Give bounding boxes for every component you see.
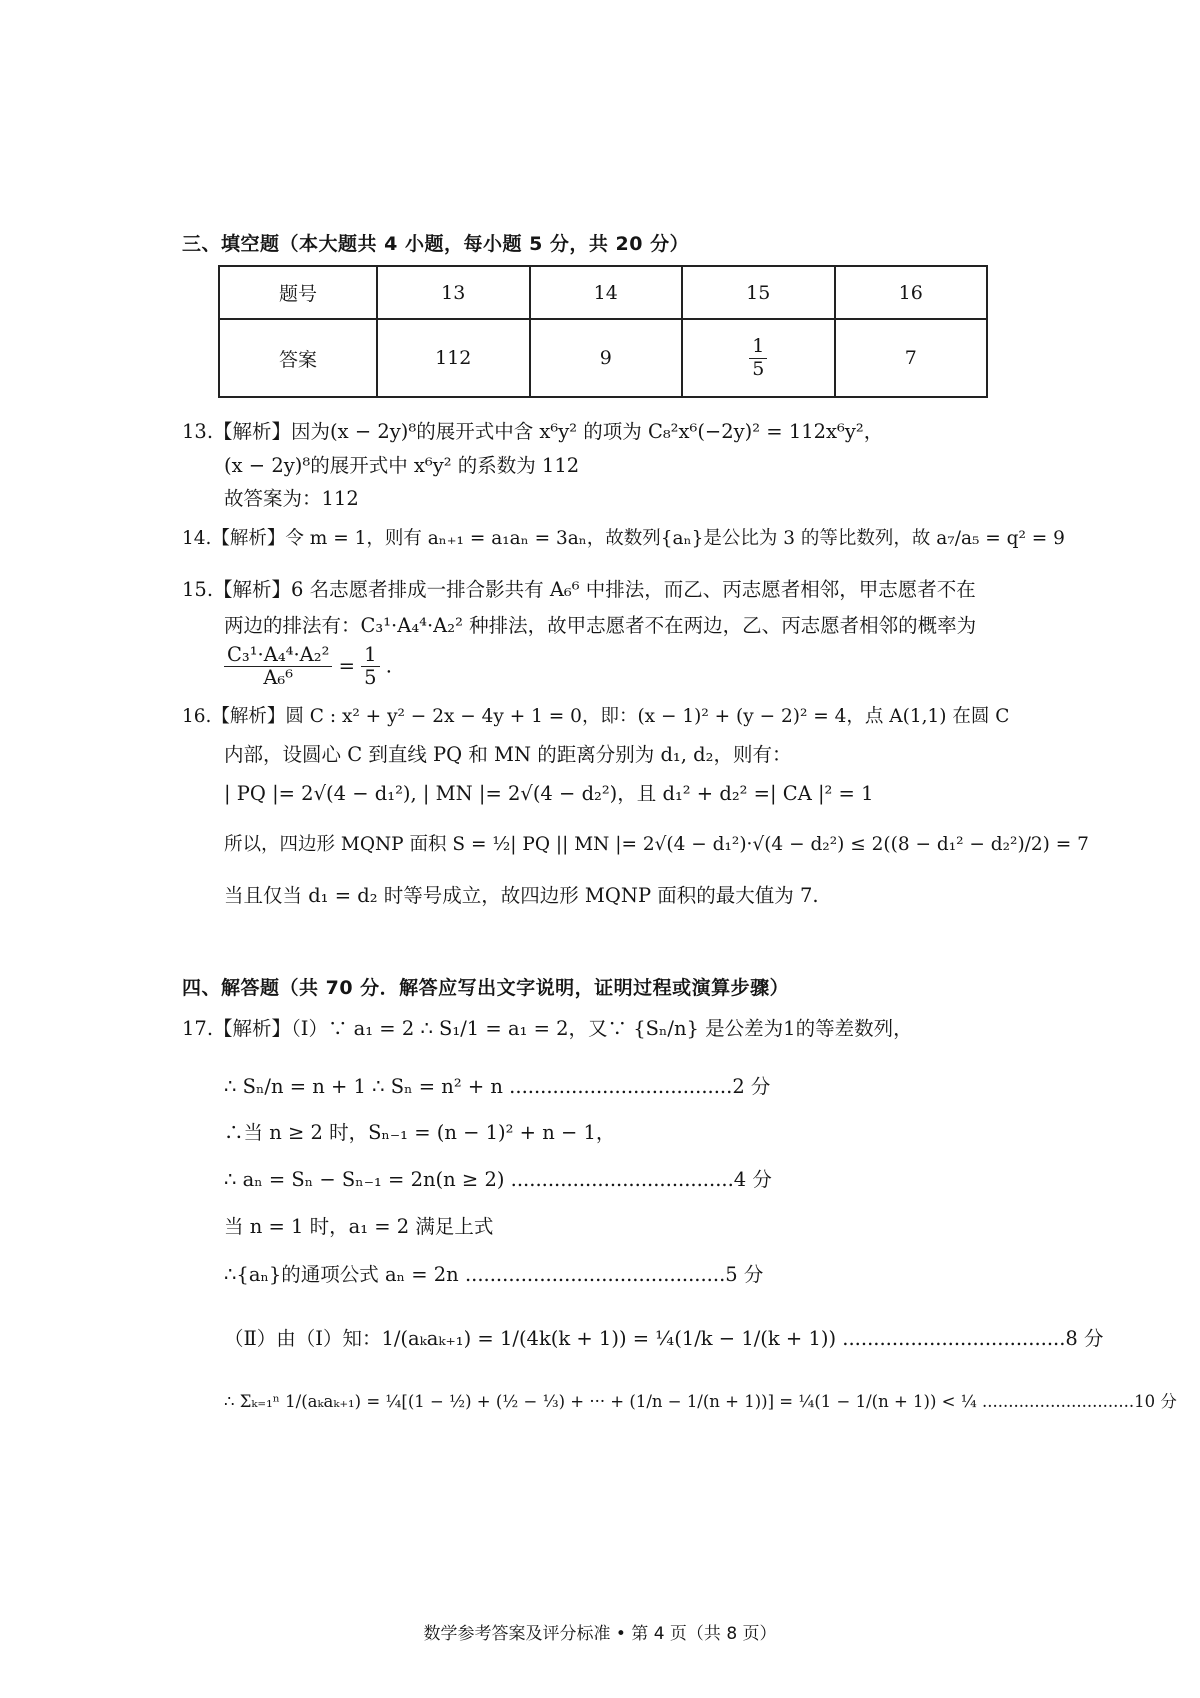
fraction xyxy=(224,644,332,690)
table-cell: 7 xyxy=(835,319,988,397)
table-cell: 13 xyxy=(377,266,530,319)
answer-table xyxy=(218,265,988,398)
section-3-heading: 三、填空题（本大题共 4 小题，每小题 5 分，共 20 分） xyxy=(182,233,690,255)
q13-line-1: 13.【解析】因为(x − 2y)⁸的展开式中含 x⁶y² 的项为 C₈²x⁶(−2y)² = 112x⁶y²， xyxy=(182,420,884,443)
fraction-numerator: C₃¹·A₄⁴·A₂² xyxy=(224,644,332,667)
fraction-numerator: 1 xyxy=(749,336,767,359)
q17-line-1: 17.【解析】（Ⅰ）∵ a₁ = 2 ∴ S₁/1 = a₁ = 2，又∵ {Sₙ/n} 是公差为1的等差数列， xyxy=(182,1017,913,1040)
fraction-denominator: 5 xyxy=(752,357,765,380)
q13-line-2: (x − 2y)⁸的展开式中 x⁶y² 的系数为 112 xyxy=(224,454,580,477)
table-cell: 9 xyxy=(530,319,683,397)
table-header-cell: 答案 xyxy=(219,319,377,397)
q16-line-2: 内部，设圆心 C 到直线 PQ 和 MN 的距离分别为 d₁, d₂，则有： xyxy=(224,743,792,766)
q14-line-1: 14.【解析】令 m = 1，则有 aₙ₊₁ = a₁aₙ = 3aₙ，故数列{aₙ}是公比为 3 的等比数列，故 a₇/a₅ = q² = 9 xyxy=(182,528,1065,549)
page-footer: 数学参考答案及评分标准 • 第 4 页（共 8 页） xyxy=(423,1624,777,1644)
fraction-denominator: 5 xyxy=(364,666,377,690)
q17-line-3: ∴当 n ≥ 2 时，Sₙ₋₁ = (n − 1)² + n − 1， xyxy=(224,1121,616,1144)
table-row xyxy=(219,266,987,319)
table-cell: 112 xyxy=(377,319,530,397)
table-header-cell: 题号 xyxy=(219,266,377,319)
q17-line-8: ∴ Σₖ₌₁ⁿ 1/(aₖaₖ₊₁) = ¼[(1 − ½) + (½ − ⅓) + ··· + (1/n − 1/(n + 1))] = ¼(1 − 1/(n + 1)) < ¼ .............................10 分 xyxy=(224,1392,1177,1411)
fraction xyxy=(361,644,379,690)
q16-line-3: | PQ |= 2√(4 − d₁²), | MN |= 2√(4 − d₂²)，且 d₁² + d₂² =| CA |² = 1 xyxy=(224,782,874,805)
q16-line-5: 当且仅当 d₁ = d₂ 时等号成立，故四边形 MQNP 面积的最大值为 7. xyxy=(224,884,819,907)
equals-sign: = xyxy=(338,654,355,678)
q15-line-1: 15.【解析】6 名志愿者排成一排合影共有 A₆⁶ 中排法，而乙、丙志愿者相邻，甲志愿者不在 xyxy=(182,578,976,601)
q15-line-2: 两边的排法有：C₃¹·A₄⁴·A₂² 种排法，故甲志愿者不在两边，乙、丙志愿者相邻的概率为 xyxy=(224,614,977,637)
q17-line-2: ∴ Sₙ/n = n + 1 ∴ Sₙ = n² + n ....................................2 分 xyxy=(224,1075,771,1098)
q16-line-1: 16.【解析】圆 C : x² + y² − 2x − 4y + 1 = 0，即：(x − 1)² + (y − 2)² = 4，点 A(1,1) 在圆 C xyxy=(182,706,1010,727)
period: . xyxy=(385,654,392,678)
q17-line-4: ∴ aₙ = Sₙ − Sₙ₋₁ = 2n(n ≥ 2) ....................................4 分 xyxy=(224,1168,772,1191)
fraction xyxy=(749,336,767,381)
table-row xyxy=(219,319,987,397)
section-4-heading: 四、解答题（共 70 分．解答应写出文字说明，证明过程或演算步骤） xyxy=(182,977,790,999)
q17-line-7: （Ⅱ）由（Ⅰ）知：1/(aₖaₖ₊₁) = 1/(4k(k + 1)) = ¼(1/k − 1/(k + 1)) ....................................8 分 xyxy=(224,1327,1104,1350)
q17-line-5: 当 n = 1 时，a₁ = 2 满足上式 xyxy=(224,1215,494,1238)
table-cell-fraction xyxy=(682,319,835,397)
q13-line-3: 故答案为：112 xyxy=(224,487,359,510)
table-cell: 15 xyxy=(682,266,835,319)
table-cell: 16 xyxy=(835,266,988,319)
fraction-denominator: A₆⁶ xyxy=(263,666,294,690)
q16-line-4: 所以，四边形 MQNP 面积 S = ½| PQ || MN |= 2√(4 − d₁²)·√(4 − d₂²) ≤ 2((8 − d₁² − d₂²)/2) = 7 xyxy=(224,834,1089,855)
q15-line-3 xyxy=(224,644,392,690)
q17-line-6: ∴{aₙ}的通项公式 aₙ = 2n ..........................................5 分 xyxy=(224,1263,764,1286)
table-cell: 14 xyxy=(530,266,683,319)
fraction-numerator: 1 xyxy=(361,644,379,667)
